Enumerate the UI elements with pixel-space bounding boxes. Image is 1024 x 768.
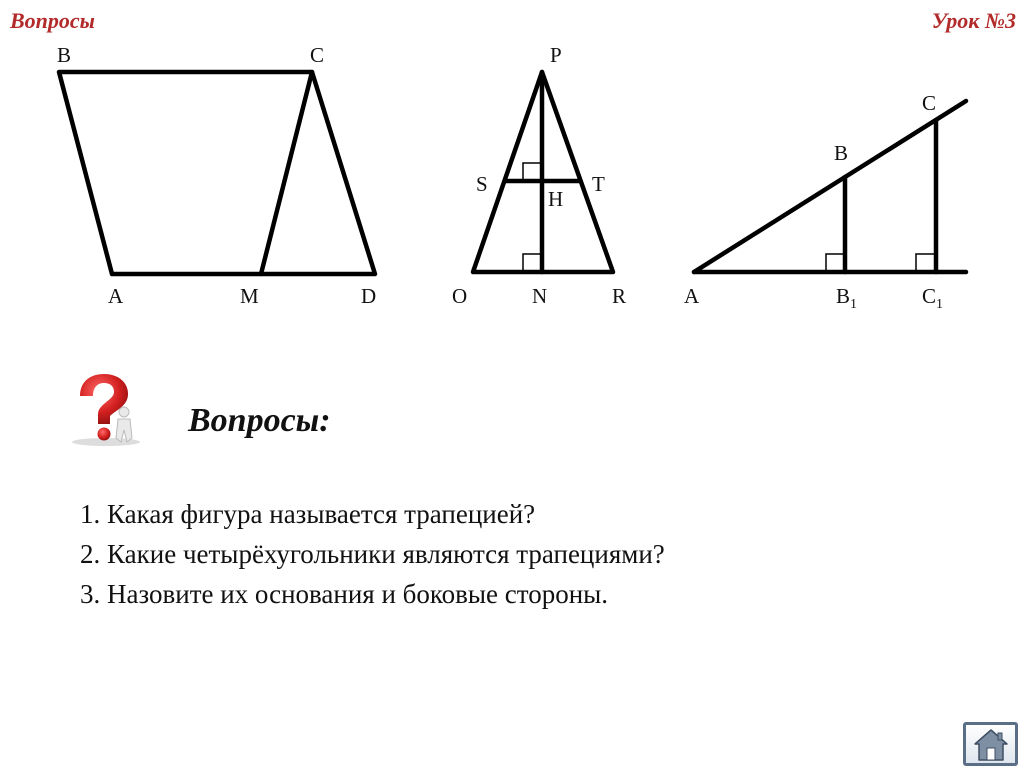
label-triangle-r: R xyxy=(612,284,627,308)
label-triangle-t: T xyxy=(592,172,605,196)
trapezoid-outline xyxy=(59,72,375,274)
questions-heading: Вопросы: xyxy=(188,402,331,439)
label-trapezoid-m: M xyxy=(240,284,259,308)
label-trapezoid-a: A xyxy=(108,284,124,308)
ray-slanted xyxy=(694,101,966,272)
label-angle-b1 xyxy=(836,284,857,312)
trapezoid-figure xyxy=(59,72,375,274)
label-angle-c1-subscript: 1 xyxy=(936,297,944,312)
label-trapezoid-d: D xyxy=(361,284,377,308)
question-item-3: 3. Назовите их основания и боковые стороны. xyxy=(80,579,609,609)
home-icon xyxy=(972,728,1010,762)
header-right-title: Урок №3 xyxy=(931,8,1016,33)
label-trapezoid-c: C xyxy=(310,43,325,67)
home-button[interactable] xyxy=(963,722,1018,766)
segment-cm xyxy=(261,72,312,274)
label-angle-b: B xyxy=(834,141,849,165)
label-angle-a: A xyxy=(684,284,700,308)
label-triangle-p: P xyxy=(550,43,562,67)
label-angle-c1-letter: C xyxy=(922,284,937,308)
questions-list xyxy=(80,494,665,614)
question-item-1: 1. Какая фигура называется трапецией? xyxy=(80,499,536,529)
label-angle-b1-letter: B xyxy=(836,284,851,308)
angle-figure xyxy=(694,101,966,272)
label-angle-c: C xyxy=(922,91,937,115)
question-item-2: 2. Какие четырёхугольники являются трапециями? xyxy=(80,539,665,569)
label-triangle-n: N xyxy=(532,284,548,308)
label-triangle-h: H xyxy=(548,187,564,211)
label-triangle-s: S xyxy=(476,172,488,196)
label-angle-b1-subscript: 1 xyxy=(850,297,858,312)
question-mark-figure-icon xyxy=(66,372,146,448)
label-angle-c1 xyxy=(922,284,943,312)
label-triangle-o: O xyxy=(452,284,468,308)
header-left-title: Вопросы xyxy=(10,8,95,33)
right-angle-marks-angle xyxy=(826,254,934,272)
label-trapezoid-b: B xyxy=(57,43,72,67)
